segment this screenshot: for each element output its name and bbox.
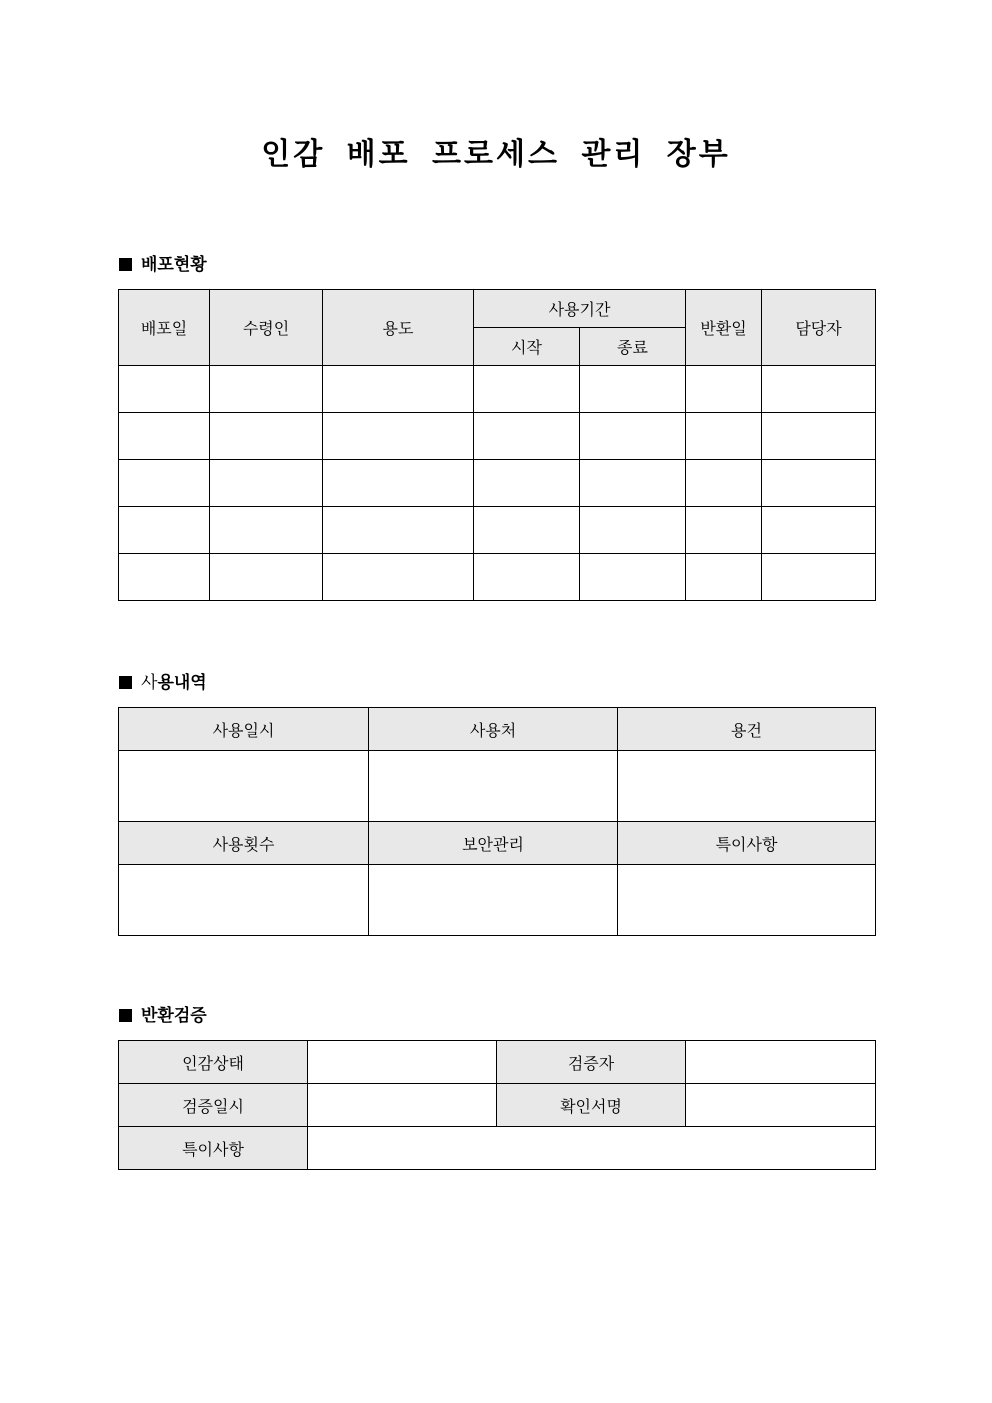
input-cell[interactable] — [119, 865, 369, 936]
header-recipient: 수령인 — [210, 290, 323, 366]
signature-field[interactable] — [686, 1084, 876, 1127]
table-row — [119, 554, 876, 601]
input-cell[interactable] — [580, 554, 686, 601]
input-cell[interactable] — [323, 366, 474, 413]
section-heading-distribution — [119, 253, 207, 277]
label-seal-status: 인감상태 — [119, 1041, 308, 1084]
input-cell[interactable] — [686, 413, 762, 460]
input-cell[interactable] — [210, 413, 323, 460]
verifier-field[interactable] — [686, 1041, 876, 1084]
label-verifier: 검증자 — [497, 1041, 686, 1084]
header-distribution-date: 배포일 — [119, 290, 210, 366]
header-security-management: 보안관리 — [369, 822, 618, 865]
label-remarks: 특이사항 — [119, 1127, 308, 1170]
return-verification-table — [118, 1040, 876, 1170]
input-cell[interactable] — [369, 865, 618, 936]
header-usage-remarks: 특이사항 — [618, 822, 876, 865]
verify-datetime-field[interactable] — [308, 1084, 497, 1127]
input-cell[interactable] — [580, 366, 686, 413]
header-period-start: 시작 — [474, 328, 580, 366]
input-cell[interactable] — [762, 413, 876, 460]
input-cell[interactable] — [474, 366, 580, 413]
table-row — [119, 865, 876, 936]
input-cell[interactable] — [686, 507, 762, 554]
header-usage-place: 사용처 — [369, 708, 618, 751]
input-cell[interactable] — [323, 460, 474, 507]
header-usage-period: 사용기간 — [474, 290, 686, 328]
input-cell[interactable] — [762, 460, 876, 507]
header-manager: 담당자 — [762, 290, 876, 366]
black-square-icon — [119, 676, 132, 689]
table-row — [119, 366, 876, 413]
input-cell[interactable] — [210, 366, 323, 413]
usage-table — [118, 707, 876, 936]
section-heading-label: 반환검증 — [141, 1006, 207, 1026]
black-square-icon — [119, 1009, 132, 1022]
input-cell[interactable] — [119, 460, 210, 507]
input-cell[interactable] — [210, 460, 323, 507]
input-cell[interactable] — [210, 554, 323, 601]
input-cell[interactable] — [580, 460, 686, 507]
input-cell[interactable] — [323, 413, 474, 460]
input-cell[interactable] — [686, 460, 762, 507]
header-usage-datetime: 사용일시 — [119, 708, 369, 751]
input-cell[interactable] — [210, 507, 323, 554]
input-cell[interactable] — [119, 751, 369, 822]
header-period-end: 종료 — [580, 328, 686, 366]
table-row — [119, 413, 876, 460]
header-usage-business: 용건 — [618, 708, 876, 751]
input-cell[interactable] — [323, 507, 474, 554]
section-heading-prefix: 사 — [141, 673, 158, 693]
input-cell[interactable] — [686, 366, 762, 413]
input-cell[interactable] — [474, 460, 580, 507]
header-purpose: 용도 — [323, 290, 474, 366]
remarks-field[interactable] — [308, 1127, 876, 1170]
table-row — [119, 507, 876, 554]
input-cell[interactable] — [618, 751, 876, 822]
label-signature: 확인서명 — [497, 1084, 686, 1127]
table-row — [119, 460, 876, 507]
document-title: 인감 배포 프로세스 관리 장부 — [261, 137, 731, 172]
seal-status-field[interactable] — [308, 1041, 497, 1084]
input-cell[interactable] — [119, 507, 210, 554]
black-square-icon — [119, 258, 132, 271]
label-verify-datetime: 검증일시 — [119, 1084, 308, 1127]
input-cell[interactable] — [580, 507, 686, 554]
input-cell[interactable] — [618, 865, 876, 936]
input-cell[interactable] — [762, 554, 876, 601]
header-usage-count: 사용횟수 — [119, 822, 369, 865]
input-cell[interactable] — [323, 554, 474, 601]
header-return-date: 반환일 — [686, 290, 762, 366]
input-cell[interactable] — [686, 554, 762, 601]
input-cell[interactable] — [474, 507, 580, 554]
input-cell[interactable] — [119, 413, 210, 460]
input-cell[interactable] — [119, 366, 210, 413]
table-row — [119, 751, 876, 822]
input-cell[interactable] — [580, 413, 686, 460]
section-heading-usage — [119, 671, 207, 695]
section-heading-label: 용내역 — [157, 673, 207, 693]
distribution-table — [118, 289, 876, 601]
input-cell[interactable] — [474, 413, 580, 460]
input-cell[interactable] — [119, 554, 210, 601]
input-cell[interactable] — [369, 751, 618, 822]
input-cell[interactable] — [474, 554, 580, 601]
section-heading-label: 배포현황 — [141, 255, 207, 275]
input-cell[interactable] — [762, 507, 876, 554]
section-heading-return — [119, 1004, 207, 1028]
input-cell[interactable] — [762, 366, 876, 413]
